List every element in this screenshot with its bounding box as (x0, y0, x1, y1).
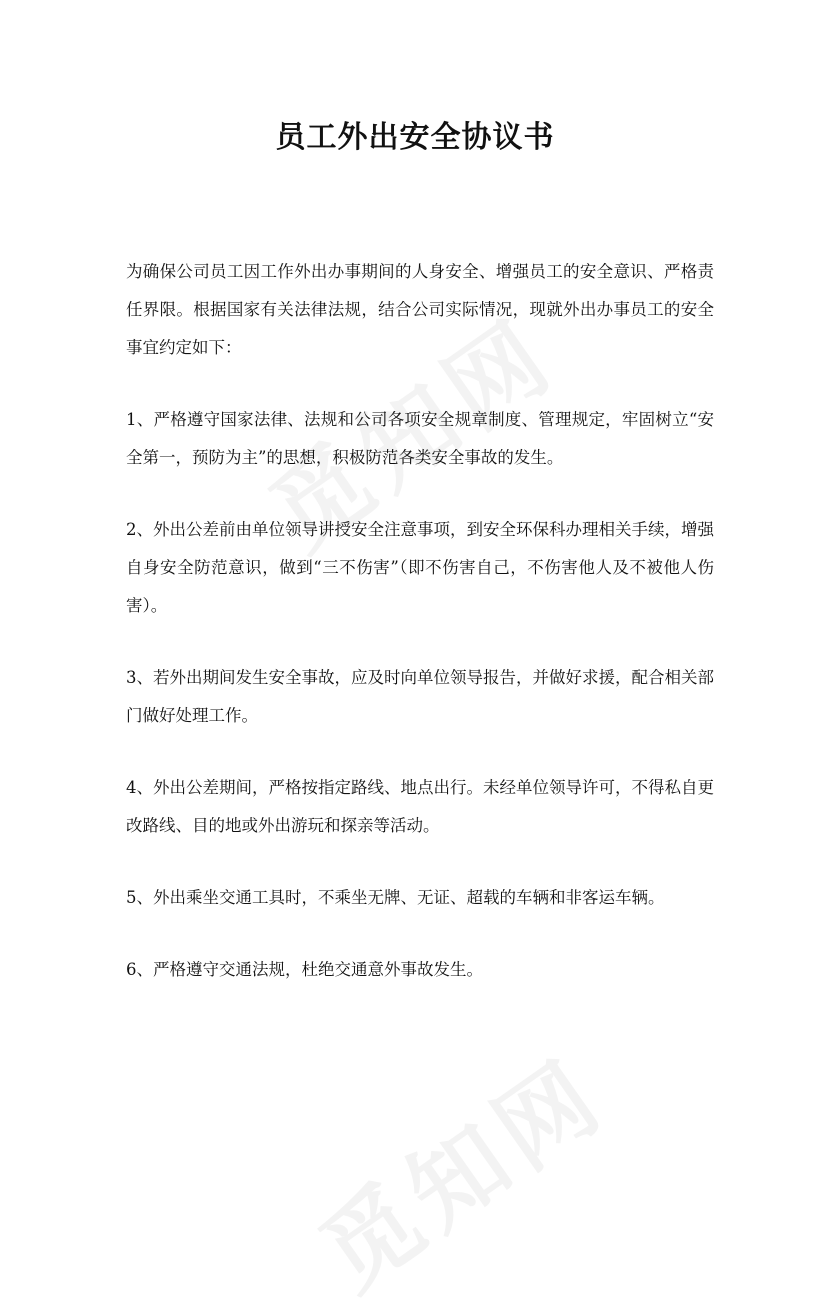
document-title: 员工外出安全协议书 (275, 120, 555, 155)
clause-4: 4、外出公差期间，严格按指定路线、地点出行。未经单位领导许可，不得私自更改路线、目的地或外出游玩和探亲等活动。 (126, 778, 714, 835)
clause-5: 5、外出乘坐交通工具时，不乘坐无牌、无证、超载的车辆和非客运车辆。 (126, 888, 665, 907)
watermark-bottom (289, 1021, 628, 1316)
clause-3: 3、若外出期间发生安全事故，应及时向单位领导报告，并做好求援，配合相关部门做好处理工作。 (126, 668, 714, 725)
clause-1: 1、严格遵守国家法律、法规和公司各项安全规章制度、管理规定，牢固树立“安全第一，预防为主”的思想，积极防范各类安全事故的发生。 (126, 410, 714, 467)
document-body (126, 253, 714, 1023)
clause-6: 6、严格遵守交通法规，杜绝交通意外事故发生。 (126, 960, 483, 979)
clause-2: 2、外出公差前由单位领导讲授安全注意事项，到安全环保科办理相关手续，增强自身安全防范意识，做到“三不伤害”（即不伤害自己，不伤害他人及不被他人伤害）。 (126, 520, 714, 615)
intro-paragraph: 为确保公司员工因工作外出办事期间的人身安全、增强员工的安全意识、严格责任界限。根据国家有关法律法规，结合公司实际情况，现就外出办事员工的安全事宜约定如下： (126, 262, 714, 357)
